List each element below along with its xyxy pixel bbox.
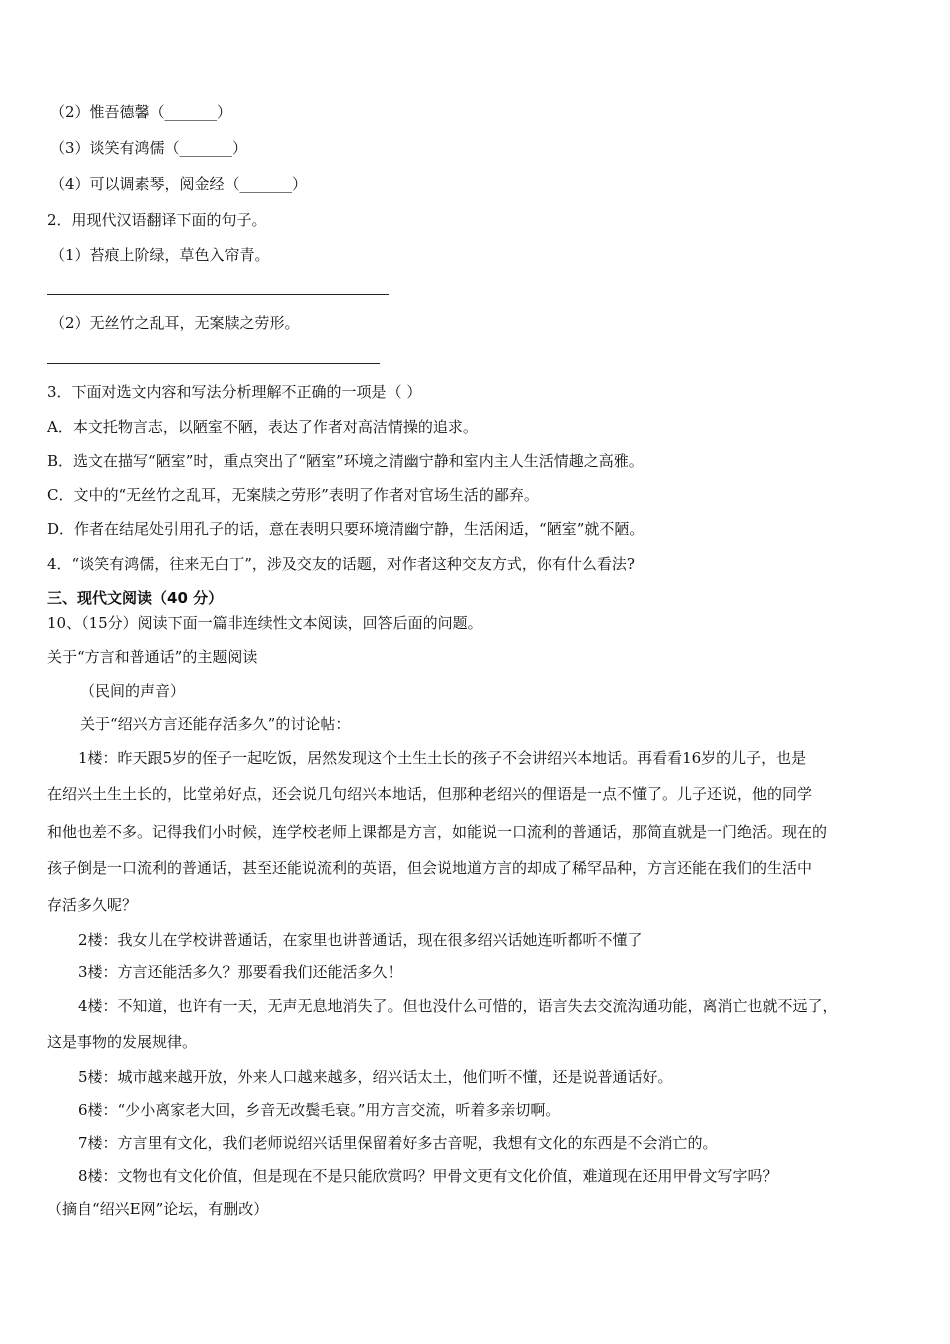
q2-item-2: （2）无丝竹之乱耳，无案牍之劳形。 — [50, 314, 300, 332]
q1-item-2: （2）惟吾德馨（_______） — [50, 103, 233, 121]
q3-option-a: A．本文托物言志，以陋室不陋，表达了作者对高洁情操的追求。 — [47, 418, 478, 436]
floor-2: 2楼：我女儿在学校讲普通话，在家里也讲普通话，现在很多绍兴话她连听都听不懂了 — [78, 931, 643, 949]
q3-option-c: C．文中的“无丝竹之乱耳，无案牍之劳形”表明了作者对官场生活的鄙弃。 — [47, 486, 539, 504]
floor-1-line-1: 1楼：昨天跟5岁的侄子一起吃饭，居然发现这个土生土长的孩子不会讲绍兴本地话。再看看16岁的儿子，也是 — [78, 749, 807, 767]
floor-1-line-2: 在绍兴土生土长的，比堂弟好点，还会说几句绍兴本地话，但那种老绍兴的俚语是一点不懂了。儿子还说，他的同学 — [47, 785, 813, 803]
q3-option-d: D．作者在结尾处引用孔子的话，意在表明只要环境清幽宁静，生活闲适，“陋室”就不陋。 — [47, 520, 645, 538]
q2-item-1: （1）苔痕上阶绿，草色入帘青。 — [50, 246, 270, 264]
q2-stem: 2．用现代汉语翻译下面的句子。 — [47, 211, 267, 229]
reading-title: 关于“方言和普通话”的主题阅读 — [47, 648, 258, 666]
floor-8: 8楼：文物也有文化价值，但是现在不是只能欣赏吗？甲骨文更有文化价值，难道现在还用甲骨文写字吗？ — [78, 1167, 778, 1185]
floor-1-line-5: 存活多久呢？ — [47, 896, 138, 914]
answer-line-2 — [47, 363, 380, 364]
floor-1-line-4: 孩子倒是一口流利的普通话，甚至还能说流利的英语，但会说地道方言的却成了稀罕品种，方言还能在我们的生活中 — [47, 859, 813, 877]
q10-instruction: 10、（15分）阅读下面一篇非连续性文本阅读，回答后面的问题。 — [47, 614, 483, 632]
q1-item-3: （3）谈笑有鸿儒（_______） — [50, 139, 248, 157]
floor-1-line-3: 和他也差不多。记得我们小时候，连学校老师上课都是方言，如能说一口流利的普通话，那简直就是一门绝活。现在的 — [47, 823, 828, 841]
q1-item-4: （4）可以调素琴，阅金经（_______） — [50, 175, 308, 193]
floor-3: 3楼：方言还能活多久？那要看我们还能活多久！ — [78, 963, 403, 981]
section-heading: 三、现代文阅读（40 分） — [47, 589, 224, 607]
answer-line-1 — [47, 294, 389, 295]
floor-4-line-2: 这是事物的发展规律。 — [47, 1033, 198, 1051]
thread-intro: 关于“绍兴方言还能存活多久”的讨论帖： — [80, 715, 351, 733]
q3-option-b: B．选文在描写“陋室”时，重点突出了“陋室”环境之清幽宁静和室内主人生活情趣之高雅。 — [47, 452, 644, 470]
q4-stem: 4．“谈笑有鸿儒，往来无白丁”，涉及交友的话题，对作者这种交友方式，你有什么看法? — [47, 555, 635, 573]
floor-5: 5楼：城市越来越开放，外来人口越来越多，绍兴话太土，他们听不懂，还是说普通话好。 — [78, 1068, 673, 1086]
floor-4-line-1: 4楼：不知道，也许有一天，无声无息地消失了。但也没什么可惜的，语言失去交流沟通功能，离消亡也就不远了， — [78, 997, 838, 1015]
reading-subtitle: （民间的声音） — [80, 682, 186, 700]
floor-7: 7楼：方言里有文化，我们老师说绍兴话里保留着好多古音呢，我想有文化的东西是不会消亡的。 — [78, 1134, 718, 1152]
q3-stem: 3．下面对选文内容和写法分析理解不正确的一项是（ ） — [47, 383, 422, 401]
source-citation: （摘自“绍兴E网”论坛，有删改） — [47, 1200, 269, 1218]
floor-6: 6楼：“少小离家老大回，乡音无改鬓毛衰。”用方言交流，听着多亲切啊。 — [78, 1101, 561, 1119]
